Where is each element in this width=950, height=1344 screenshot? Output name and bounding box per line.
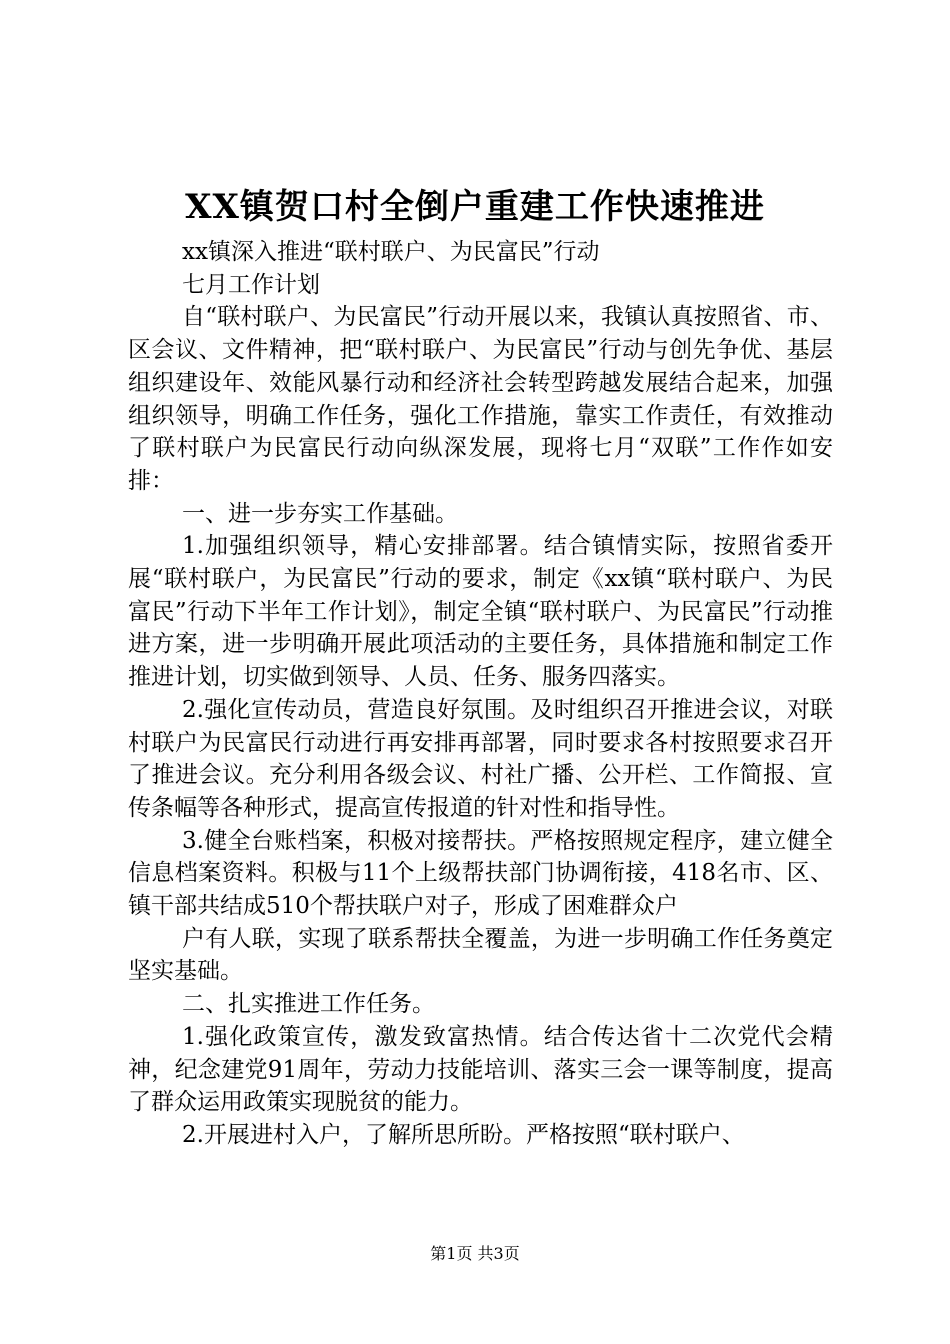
document-body — [128, 236, 833, 1152]
paragraph: 七月工作计划 — [182, 271, 320, 298]
paragraph: 3.健全台账档案，积极对接帮扶。严格按照规定程序，建立健全信息档案资料。积极与11个上级帮扶部门协调衔接，418名市、区、镇干部共结成510个帮扶联户对子，形成了困难群众户 — [128, 827, 833, 920]
paragraph: 户有人联，实现了联系帮扶全覆盖，为进一步明确工作任务奠定坚实基础。 — [128, 925, 833, 985]
paragraph: 自“联村联户、为民富民”行动开展以来，我镇认真按照省、市、区会议、文件精神，把“联村联户、为民富民”行动与创先争优、基层组织建设年、效能风暴行动和经济社会转型跨越发展结合起来，加强组织领导，明确工作任务，强化工作措施，靠实工作责任，有效推动了联村联户为民富民行动向纵深发展，现将七月“双联”工作作如安排： — [128, 304, 833, 494]
paragraph: 1.加强组织领导，精心安排部署。结合镇情实际，按照省委开展“联村联户，为民富民”行动的要求，制定《xx镇“联村联户、为民富民”行动下半年工作计划》，制定全镇“联村联户、为民富民”行动推进方案，进一步明确开展此项活动的主要任务，具体措施和制定工作推进计划，切实做到领导、人员、任务、服务四落实。 — [128, 533, 833, 691]
paragraph: 2.强化宣传动员，营造良好氛围。及时组织召开推进会议，对联村联户为民富民行动进行再安排再部署，同时要求各村按照要求召开了推进会议。充分利用各级会议、村社广播、公开栏、工作简报、宣传条幅等各种形式，提高宣传报道的针对性和指导性。 — [128, 696, 833, 821]
paragraph: 2.开展进村入户，了解所思所盼。严格按照“联村联户、 — [182, 1121, 745, 1148]
document-title: XX镇贺口村全倒户重建工作快速推进 — [185, 187, 765, 227]
section-heading: 二、扎实推进工作任务。 — [182, 991, 435, 1018]
paragraph: xx镇深入推进“联村联户、为民富民”行动 — [182, 239, 600, 265]
paragraph: 1.强化政策宣传，激发致富热情。结合传达省十二次党代会精神，纪念建党91周年，劳动力技能培训、落实三会一课等制度，提高了群众运用政策实现脱贫的能力。 — [128, 1023, 833, 1116]
page-number: 第1页 共3页 — [430, 1244, 520, 1263]
section-heading: 一、进一步夯实工作基础。 — [182, 500, 458, 527]
